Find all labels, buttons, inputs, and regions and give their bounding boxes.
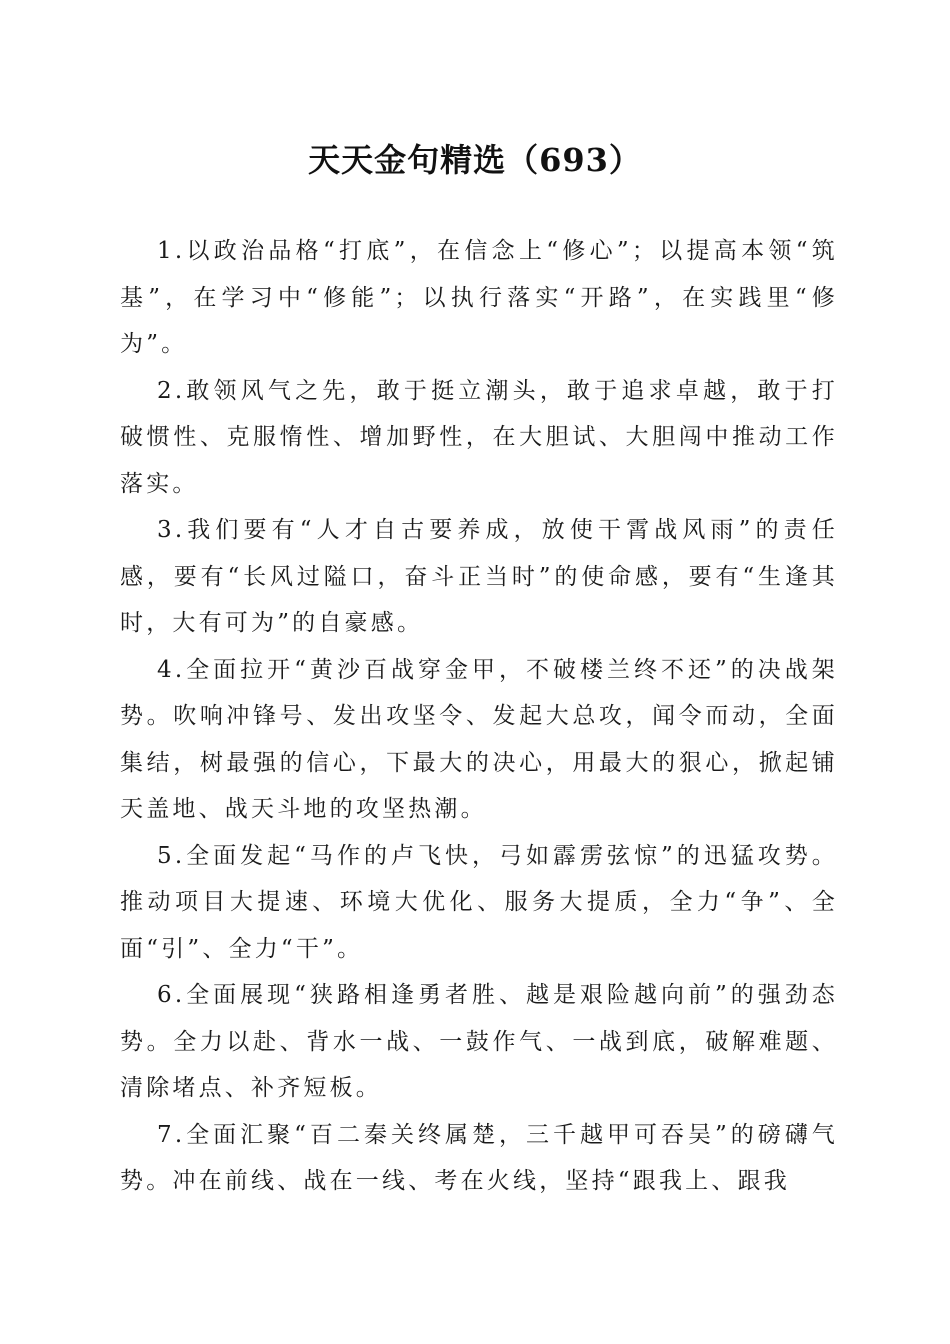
paragraph-5: 5.全面发起“马作的卢飞快，弓如霹雳弦惊”的迅猛攻势。推动项目大提速、环境大优化、服务大提质，全力“争”、全面“引”、全力“干”。 (120, 842, 838, 962)
document-title: 天天金句精选（693） (308, 141, 642, 179)
document-body (120, 228, 838, 1205)
paragraph-7: 7.全面汇聚“百二秦关终属楚，三千越甲可吞吴”的磅礴气势。冲在前线、战在一线、考在火线，坚持“跟我上、跟我 (120, 1121, 838, 1194)
paragraph-4: 4.全面拉开“黄沙百战穿金甲，不破楼兰终不还”的决战架势。吹响冲锋号、发出攻坚令、发起大总攻，闻令而动，全面集结，树最强的信心，下最大的决心，用最大的狠心，掀起铺天盖地、战天斗地的攻坚热潮。 (120, 656, 838, 822)
paragraph-6: 6.全面展现“狭路相逢勇者胜、越是艰险越向前”的强劲态势。全力以赴、背水一战、一鼓作气、一战到底，破解难题、清除堵点、补齐短板。 (120, 982, 838, 1101)
paragraph-3: 3.我们要有“人才自古要养成，放使干霄战风雨”的责任感，要有“长风过隘口，奋斗正当时”的使命感，要有“生逢其时，大有可为”的自豪感。 (120, 517, 838, 636)
paragraph-2: 2.敢领风气之先，敢于挺立潮头，敢于追求卓越，敢于打破惯性、克服惰性、增加野性，在大胆试、大胆闯中推动工作落实。 (120, 377, 838, 497)
paragraph-1: 1.以政治品格“打底”，在信念上“修心”；以提高本领“筑基”，在学习中“修能”；以执行落实“开路”，在实践里“修为”。 (120, 238, 838, 357)
